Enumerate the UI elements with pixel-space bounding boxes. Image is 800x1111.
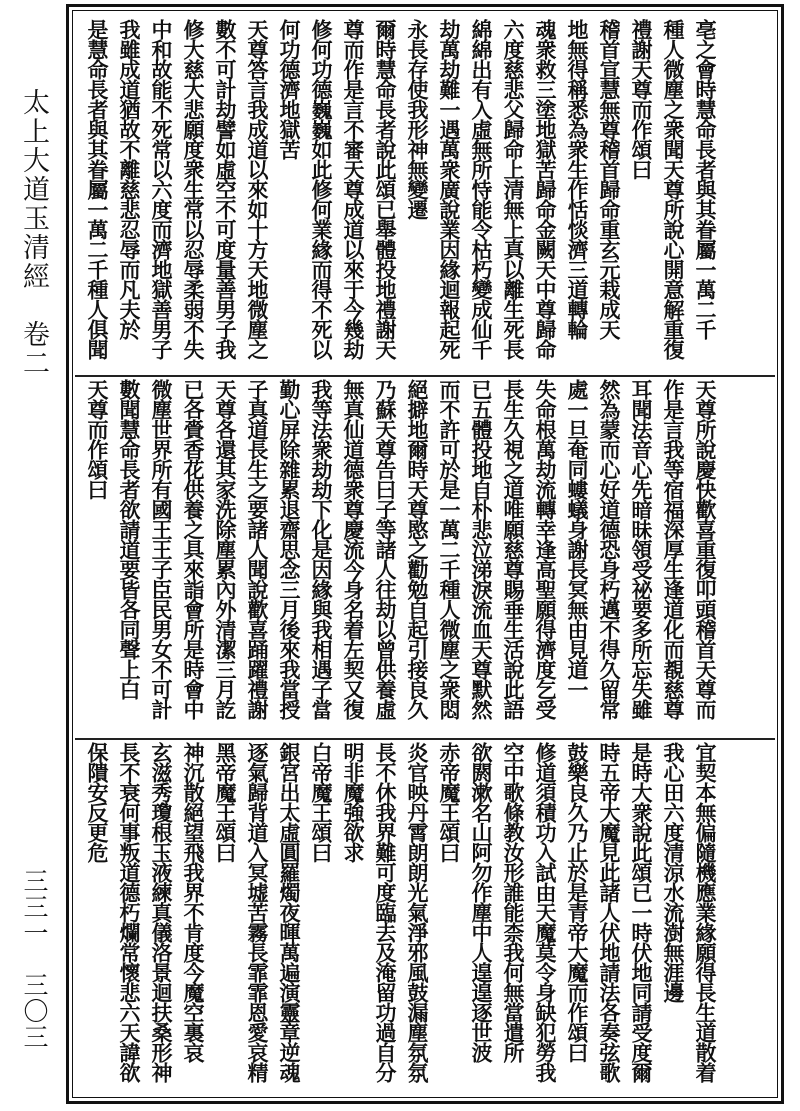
text-column: 天尊而作頌曰 — [85, 379, 110, 499]
text-columns — [75, 17, 727, 369]
text-column: 修道須積功入試由天魔莫令身缺犯勞我 — [533, 742, 558, 1082]
text-column: 種人微塵之衆聞天尊所說心開意解重復 — [661, 19, 686, 359]
register-bottom — [75, 738, 775, 1099]
text-column: 耳聞法音心先暗昧領受祕要多所忘失雖 — [629, 379, 654, 719]
text-column: 黑帝魔王頌曰 — [213, 742, 238, 862]
text-column: 玄滋秀瓊根玉液練真儀洛景迴扶桑形神 — [149, 742, 174, 1082]
text-column: 失命根萬劫流轉幸逢高聖願得濟度乞受 — [533, 379, 558, 719]
text-column: 宜契本無偏隨機應業緣願得長生道散着 — [693, 742, 718, 1082]
text-column: 赤帝魔王頌曰 — [437, 742, 462, 862]
text-column: 銀宮出太虛圓羅燭夜暉萬遍演靈章逆魂 — [277, 742, 302, 1082]
text-column: 明非魔強欲求 — [341, 742, 366, 862]
text-column: 絕擗地爾時天尊愍之勸勉自起引接良久 — [405, 379, 430, 719]
text-column: 魂衆救三塗地獄苦歸命金闕天中尊歸命 — [533, 19, 558, 359]
text-column: 長不休我界難可度臨去及淹留功過自分 — [373, 742, 398, 1082]
text-column: 六度慈悲父歸命上清無上真以離生死長 — [501, 19, 526, 359]
text-column: 修何功德巍巍如此修何業緣而得不死以 — [309, 19, 334, 359]
text-column: 炎官映丹霄朗朗光氣淨邪風鼓漏塵氛氛 — [405, 742, 430, 1082]
margin-page-number: 三三一 三〇三 — [20, 868, 49, 1050]
text-column: 空中歌條教汝形誰能柰我何無當遣所 — [501, 742, 526, 1062]
text-column: 中和故能不死常以六度而濟地獄善男子 — [149, 19, 174, 359]
text-column: 神沉散絕望飛我界不肯度今魔空裏哀 — [181, 742, 206, 1062]
text-column: 長不衰何事叛道德朽爛常懷悲六天諱欲 — [117, 742, 142, 1082]
text-column: 劫萬劫難一遇萬衆廣說業因緣迴報起死 — [437, 19, 462, 359]
text-column: 綿綿出有入虛無所恃能令枯朽變成仙千 — [469, 19, 494, 359]
text-column: 禮謝天尊而作頌曰 — [629, 19, 654, 179]
text-column: 地無得稱悉為衆生作恬惔濟三道轉輪 — [565, 19, 590, 339]
text-column: 永長存使我形神無變遷 — [405, 19, 430, 219]
text-column: 處一旦奄同螻蟻身謝長冥無由見道一 — [565, 379, 590, 699]
text-column: 修大慈大悲願度衆生常以忍辱柔弱不失 — [181, 19, 206, 359]
text-column: 作是言我等宿福深厚生逢道化而覩慈尊 — [661, 379, 686, 719]
text-column: 我雖成道猶故不離慈悲忍辱而凡夫於 — [117, 19, 142, 339]
text-columns — [75, 740, 727, 1099]
text-column: 保隤安反更危 — [85, 742, 110, 862]
text-columns — [75, 377, 727, 732]
text-column: 逐氣歸背道入冥墟苦霧長霏霏恩愛哀精 — [245, 742, 270, 1082]
register-middle — [75, 375, 775, 732]
text-column: 欲閼漱名山阿勿作塵中人遑遑逐世波 — [469, 742, 494, 1062]
text-column: 數不可計劫譬如虛空不可度量善男子我 — [213, 19, 238, 359]
text-column: 爾時慧命長者說此頌已舉體投地禮謝天 — [373, 19, 398, 359]
text-column: 我心田六度清涼水流澍無涯邊 — [661, 742, 686, 1002]
text-column: 何功德濟地獄苦 — [277, 19, 302, 159]
register-top — [75, 17, 775, 369]
text-column: 鼓樂良久乃止於是青帝大魔而作頌曰 — [565, 742, 590, 1062]
text-column: 是時大衆說此頌已一時伏地同請受度爾 — [629, 742, 654, 1082]
text-column: 子真道長生之要諸人聞說歡喜踊躍禮謝 — [245, 379, 270, 719]
text-column: 已五體投地自朴悲泣涕淚流血天尊默然 — [469, 379, 494, 719]
text-column: 亳之會時慧命長者與其眷屬一萬二千 — [693, 19, 718, 339]
text-column: 然為蒙而心好道德恐身朽邁不得久留常 — [597, 379, 622, 719]
text-column: 勤心屏除雜累退齋思念三月後來我當授 — [277, 379, 302, 719]
text-column: 無真仙道德衆尊慶流今身名着左契又復 — [341, 379, 366, 719]
text-column: 天尊所說慶快歡喜重復叩頭稽首天尊而 — [693, 379, 718, 719]
text-column: 稽首宣慧無尊稽首歸命重玄元栽成天 — [597, 19, 622, 339]
text-column: 微塵世界所有國王王子臣民男女不可計 — [149, 379, 174, 719]
text-column: 天尊各還其家洗除塵累內外清潔三月訖 — [213, 379, 238, 719]
page-frame — [66, 4, 784, 1104]
text-column: 尊而作是言不審天尊成道以來于今幾劫 — [341, 19, 366, 359]
text-column: 我等法衆劫劫下化是因緣與我相遇子當 — [309, 379, 334, 719]
text-column: 數聞慧命長者欲請道要皆各同聲上白 — [117, 379, 142, 699]
margin-title: 太上大道玉清經 卷二 — [18, 88, 49, 378]
text-column: 天尊答言我成道以來如十方天地微塵之 — [245, 19, 270, 359]
text-column: 而不許可於是一萬二千種人微塵之衆悶 — [437, 379, 462, 719]
text-column: 已各賫香花供養之具來詣會所是時會中 — [181, 379, 206, 719]
text-column: 白帝魔王頌曰 — [309, 742, 334, 862]
text-column: 是慧命長者與其眷屬一萬二千種人俱聞 — [85, 19, 110, 359]
text-column: 時五帝大魔見此諸人伏地請法各奏弦歌 — [597, 742, 622, 1082]
text-column: 長生久視之道唯願慈尊賜垂生活說此語 — [501, 379, 526, 719]
text-column: 乃蘇天尊告曰子等諸人往劫以曾供養虛 — [373, 379, 398, 719]
